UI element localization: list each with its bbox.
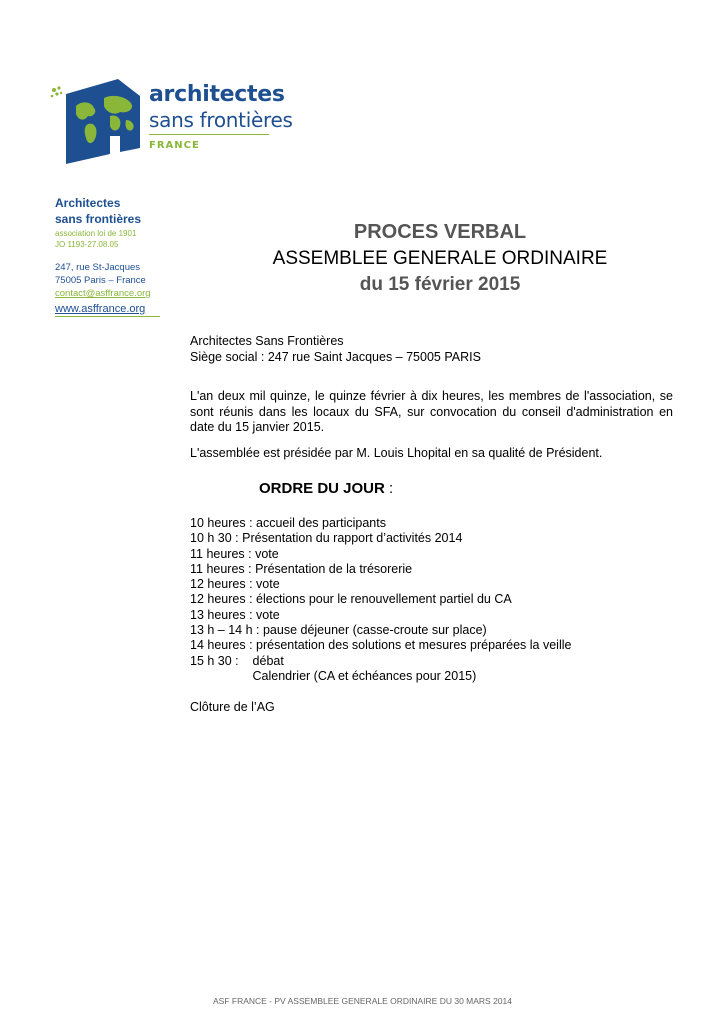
presidency-paragraph: L'assemblée est présidée par M. Louis Lhopital en sa qualité de Président. (190, 446, 603, 460)
agenda-item: 14 heures : présentation des solutions et mesures préparées la veille (190, 638, 572, 653)
closing-line: Clôture de l’AG (190, 700, 275, 714)
sidebar-org-name-2: sans frontières (55, 212, 142, 226)
logo-text-sans-frontieres: sans frontières (149, 108, 293, 132)
agenda-item: 13 heures : vote (190, 607, 280, 622)
logo-divider (149, 134, 269, 135)
agenda-item: 13 h – 14 h : pause déjeuner (casse-croute sur place) (190, 623, 487, 638)
agenda-item: 10 h 30 : Présentation du rapport d’activités 2014 (190, 531, 463, 546)
org-address: Siège social : 247 rue Saint Jacques – 75005 PARIS (190, 350, 481, 364)
asf-house-globe-icon (48, 76, 143, 168)
org-name: Architectes Sans Frontières (190, 334, 344, 348)
document-title: PROCES VERBAL (353, 221, 527, 243)
agenda-item: 12 heures : élections pour le renouvellement partiel du CA (190, 592, 512, 607)
logo-text-architectes: architectes (149, 82, 285, 107)
page-footer: ASF FRANCE - PV ASSEMBLEE GENERALE ORDINAIRE DU 30 MARS 2014 (212, 996, 512, 1006)
agenda-item: 12 heures : vote (190, 577, 280, 592)
sidebar-legal-2: JO 1193-27.08.05 (55, 240, 119, 249)
sidebar-contact (55, 195, 195, 316)
logo-text-france: FRANCE (149, 140, 200, 151)
sidebar-org-name-1: Architectes (55, 196, 121, 210)
sidebar-legal-1: association loi de 1901 (55, 229, 137, 238)
document-subtitle: ASSEMBLEE GENERALE ORDINAIRE (272, 248, 608, 269)
asf-logo (48, 76, 308, 168)
agenda-item: 11 heures : vote (190, 546, 279, 561)
agenda-item: 15 h 30 : débat (190, 653, 284, 668)
agenda-list (190, 516, 571, 684)
sidebar-divider (55, 316, 160, 317)
agenda-item: Calendrier (CA et échéances pour 2015) (190, 668, 477, 683)
agenda-heading-colon: : (384, 480, 394, 497)
document-date: du 15 février 2015 (359, 274, 521, 295)
intro-paragraph: L'an deux mil quinze, le quinze février à dix heures, les membres de l'association, se sont réunis dans les locaux du SFA, sur convocation du conseil d'administration en date du 15 janvier 2015. (190, 389, 673, 434)
sidebar-address-2: 75005 Paris – France (55, 274, 146, 286)
sidebar-email-link[interactable]: contact@asffrance.org (55, 288, 151, 299)
agenda-item: 11 heures : Présentation de la trésorerie (190, 561, 413, 576)
sidebar-address-1: 247, rue St-Jacques (55, 262, 141, 273)
agenda-heading (259, 480, 393, 497)
sidebar-website-link[interactable]: www.asffrance.org (55, 303, 146, 315)
agenda-item: 10 heures : accueil des participants (190, 516, 386, 530)
agenda-heading-text: ORDRE DU JOUR (259, 480, 385, 497)
